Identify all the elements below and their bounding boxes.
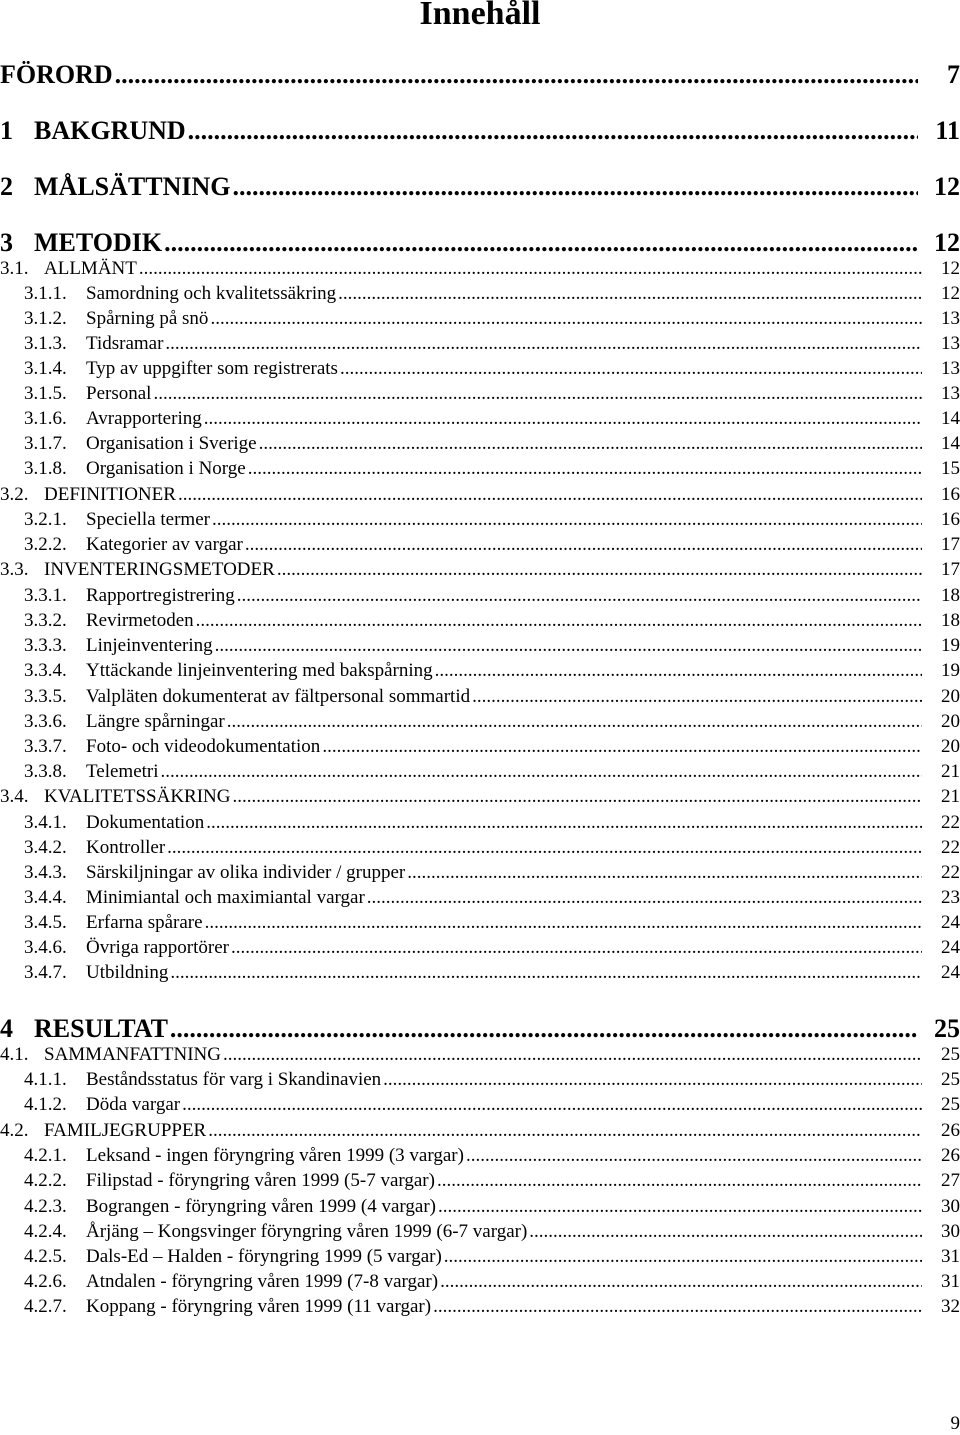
toc-entry[interactable] [0, 1246, 960, 1268]
toc-entry-label: Dals-Ed – Halden - föryngring 1999 (5 vargar) [86, 1246, 442, 1268]
page-title: Innehåll [0, 0, 960, 34]
toc-entry[interactable] [0, 408, 960, 430]
toc-entry-number: 4.2.2. [24, 1170, 86, 1192]
toc-entry-page: 7 [920, 60, 960, 90]
dot-leader [170, 1014, 918, 1044]
toc-entry-page: 23 [924, 887, 960, 909]
toc-entry-number: 3.3.8. [24, 761, 86, 783]
dot-leader [407, 862, 922, 884]
toc-entry-page: 25 [920, 1014, 960, 1044]
dot-leader [139, 258, 922, 280]
toc-entry[interactable] [0, 1196, 960, 1218]
toc-entry[interactable] [0, 228, 960, 258]
toc-entry-label: Organisation i Norge [86, 458, 246, 480]
toc-entry-label: Typ av uppgifter som registrerats [86, 358, 338, 380]
toc-entry[interactable] [0, 1145, 960, 1167]
dot-leader [340, 358, 922, 380]
toc-entry[interactable] [0, 116, 960, 146]
toc-entry[interactable] [0, 484, 960, 506]
dot-leader [204, 408, 922, 430]
toc-entry-number: 4.1.1. [24, 1069, 86, 1091]
toc-entry-number: 3.2. [0, 484, 44, 506]
dot-leader [529, 1221, 922, 1243]
dot-leader [338, 283, 922, 305]
toc-entry-number: 3.4.2. [24, 837, 86, 859]
toc-entry-number: 4.2.6. [24, 1271, 86, 1293]
toc-entry[interactable] [0, 887, 960, 909]
toc-entry-label: Telemetri [86, 761, 159, 783]
toc-entry[interactable] [0, 1170, 960, 1192]
toc-entry[interactable] [0, 635, 960, 657]
dot-leader [223, 1044, 922, 1066]
toc-entry-number: 3.4.4. [24, 887, 86, 909]
toc-entry-number: 1 [0, 116, 34, 146]
toc-entry[interactable] [0, 1296, 960, 1318]
toc-entry-page: 20 [924, 711, 960, 733]
toc-entry-label: METODIK [34, 228, 162, 258]
toc-entry-page: 27 [924, 1170, 960, 1192]
dot-leader [367, 887, 922, 909]
toc-entry[interactable] [0, 585, 960, 607]
toc-entry-page: 22 [924, 862, 960, 884]
toc-entry-label: FÖRORD [0, 60, 113, 90]
toc-entry-page: 11 [920, 116, 960, 146]
dot-leader [466, 1145, 922, 1167]
toc-entry-page: 13 [924, 383, 960, 405]
toc-entry-page: 13 [924, 333, 960, 355]
dot-leader [440, 1271, 922, 1293]
dot-leader [322, 736, 922, 758]
dot-leader [237, 585, 922, 607]
toc-entry-number: 3.2.1. [24, 509, 86, 531]
toc-entry-label: KVALITETSSÄKRING [44, 786, 230, 808]
toc-entry-number: 4.2. [0, 1120, 44, 1142]
dot-leader [208, 1120, 922, 1142]
toc-entry-label: BAKGRUND [34, 116, 186, 146]
dot-leader [178, 484, 922, 506]
dot-leader [277, 559, 922, 581]
toc-entry[interactable] [0, 383, 960, 405]
toc-entry-label: ALLMÄNT [44, 258, 137, 280]
toc-entry[interactable] [0, 358, 960, 380]
dot-leader [212, 509, 922, 531]
toc-entry-number: 3.1.4. [24, 358, 86, 380]
toc-entry-label: MÅLSÄTTNING [34, 172, 230, 202]
toc-entry[interactable] [0, 1014, 960, 1044]
toc-entry-label: Speciella termer [86, 509, 210, 531]
dot-leader [188, 116, 918, 146]
toc-entry-label: Koppang - föryngring våren 1999 (11 vargar) [86, 1296, 431, 1318]
dot-leader [115, 60, 918, 90]
toc-entry[interactable] [0, 937, 960, 959]
toc-entry-page: 17 [924, 534, 960, 556]
toc-entry[interactable] [0, 1120, 960, 1142]
toc-entry-page: 20 [924, 686, 960, 708]
dot-leader [245, 534, 922, 556]
toc-entry-label: Årjäng – Kongsvinger föryngring våren 1999 (6-7 vargar) [86, 1221, 527, 1243]
toc-entry[interactable] [0, 258, 960, 280]
toc-entry-label: FAMILJEGRUPPER [44, 1120, 206, 1142]
toc-entry-number: 3.1.1. [24, 283, 86, 305]
toc-entry[interactable] [0, 333, 960, 355]
toc-entry[interactable] [0, 1044, 960, 1066]
toc-entry-page: 14 [924, 433, 960, 455]
toc-entry[interactable] [0, 786, 960, 808]
toc-entry-number: 3.2.2. [24, 534, 86, 556]
toc-entry-page: 31 [924, 1246, 960, 1268]
toc-entry-page: 18 [924, 610, 960, 632]
dot-leader [210, 308, 922, 330]
toc-entry-label: Leksand - ingen föryngring våren 1999 (3 vargar) [86, 1145, 464, 1167]
dot-leader [165, 333, 922, 355]
toc-entry-page: 26 [924, 1145, 960, 1167]
toc-entry-number: 4.2.5. [24, 1246, 86, 1268]
toc-entry-label: Filipstad - föryngring våren 1999 (5-7 vargar) [86, 1170, 435, 1192]
toc-entry-page: 26 [924, 1120, 960, 1142]
toc-entry-label: Kontroller [86, 837, 165, 859]
dot-leader [472, 686, 922, 708]
toc-entry[interactable] [0, 962, 960, 984]
toc-entry-number: 4 [0, 1014, 34, 1044]
toc-entry-number: 3.4.7. [24, 962, 86, 984]
toc-entry-number: 3.4.6. [24, 937, 86, 959]
toc-entry-number: 3.1.8. [24, 458, 86, 480]
toc-entry-page: 24 [924, 962, 960, 984]
toc-entry-number: 3.4. [0, 786, 44, 808]
toc-entry-page: 13 [924, 358, 960, 380]
toc-entry-label: Särskiljningar av olika individer / grupper [86, 862, 405, 884]
toc-entry-page: 30 [924, 1221, 960, 1243]
dot-leader [444, 1246, 922, 1268]
toc-entry-page: 20 [924, 736, 960, 758]
dot-leader [232, 172, 918, 202]
toc-entry-page: 32 [924, 1296, 960, 1318]
dot-leader [206, 812, 922, 834]
toc-entry[interactable] [0, 1221, 960, 1243]
toc-entry-number: 3.1.6. [24, 408, 86, 430]
toc-entry-label: Atndalen - föryngring våren 1999 (7-8 vargar) [86, 1271, 438, 1293]
toc-entry-number: 3.4.3. [24, 862, 86, 884]
toc-entry-page: 12 [920, 228, 960, 258]
toc-entry-label: Foto- och videodokumentation [86, 736, 320, 758]
toc-entry-number: 3.1. [0, 258, 44, 280]
toc-entry[interactable] [0, 912, 960, 934]
toc-entry-label: Bograngen - föryngring våren 1999 (4 vargar) [86, 1196, 436, 1218]
toc-entry-label: Organisation i Sverige [86, 433, 257, 455]
toc-entry-number: 3.3.4. [24, 660, 86, 682]
toc-entry-page: 21 [924, 761, 960, 783]
toc-entry-number: 3 [0, 228, 34, 258]
toc-entry-page: 25 [924, 1094, 960, 1116]
toc-entry[interactable] [0, 172, 960, 202]
dot-leader [232, 786, 922, 808]
toc-entry[interactable] [0, 711, 960, 733]
toc-entry-label: Dokumentation [86, 812, 204, 834]
toc-entry-page: 12 [924, 283, 960, 305]
toc-entry-page: 31 [924, 1271, 960, 1293]
dot-leader [438, 1196, 922, 1218]
toc-entry[interactable] [0, 308, 960, 330]
toc-entry-label: Kategorier av vargar [86, 534, 243, 556]
toc-entry-page: 12 [924, 258, 960, 280]
dot-leader [259, 433, 922, 455]
toc-entry-number: 3.3.6. [24, 711, 86, 733]
toc-entry[interactable] [0, 761, 960, 783]
dot-leader [161, 761, 922, 783]
toc-entry-label: Tidsramar [86, 333, 163, 355]
toc-entry-label: INVENTERINGSMETODER [44, 559, 275, 581]
toc-entry[interactable] [0, 283, 960, 305]
dot-leader [227, 711, 922, 733]
toc-entry-label: Döda vargar [86, 1094, 180, 1116]
toc-entry[interactable] [0, 862, 960, 884]
toc-entry-number: 4.1. [0, 1044, 44, 1066]
dot-leader [433, 1296, 922, 1318]
toc-entry-page: 19 [924, 635, 960, 657]
toc-entry[interactable] [0, 509, 960, 531]
dot-leader [170, 962, 922, 984]
toc-entry-page: 16 [924, 484, 960, 506]
toc-entry[interactable] [0, 1069, 960, 1091]
toc-entry-number: 4.2.7. [24, 1296, 86, 1318]
toc-entry-page: 15 [924, 458, 960, 480]
toc-entry-label: Minimiantal och maximiantal vargar [86, 887, 365, 909]
toc-entry[interactable] [0, 60, 960, 90]
toc-entry[interactable] [0, 660, 960, 682]
toc-entry[interactable] [0, 610, 960, 632]
dot-leader [205, 912, 922, 934]
toc-entry[interactable] [0, 1271, 960, 1293]
toc-entry-number: 4.1.2. [24, 1094, 86, 1116]
dot-leader [167, 837, 922, 859]
dot-leader [153, 383, 922, 405]
toc-entry[interactable] [0, 534, 960, 556]
toc-entry-number: 4.2.4. [24, 1221, 86, 1243]
toc-entry-label: SAMMANFATTNING [44, 1044, 221, 1066]
dot-leader [383, 1069, 922, 1091]
toc-entry-label: Yttäckande linjeinventering med bakspårning [86, 660, 433, 682]
toc-entry-number: 3.3.7. [24, 736, 86, 758]
toc-entry-label: DEFINITIONER [44, 484, 176, 506]
toc-entry-label: Valpläten dokumenterat av fältpersonal sommartid [86, 686, 470, 708]
toc-entry[interactable] [0, 736, 960, 758]
toc-entry-number: 4.2.1. [24, 1145, 86, 1167]
toc-entry-page: 19 [924, 660, 960, 682]
toc-entry-number: 3.1.7. [24, 433, 86, 455]
toc-entry-page: 12 [920, 172, 960, 202]
toc-entry-page: 18 [924, 585, 960, 607]
toc-entry[interactable] [0, 812, 960, 834]
toc-entry-label: Erfarna spårare [86, 912, 203, 934]
toc-entry-label: Övriga rapportörer [86, 937, 229, 959]
toc-entry-number: 3.3.2. [24, 610, 86, 632]
toc-entry[interactable] [0, 458, 960, 480]
page-number: 9 [951, 1413, 960, 1435]
toc-entry-page: 13 [924, 308, 960, 330]
toc-entry-number: 3.3.3. [24, 635, 86, 657]
dot-leader [437, 1170, 922, 1192]
toc-entry-number: 3.1.5. [24, 383, 86, 405]
toc-entry-label: Längre spårningar [86, 711, 225, 733]
toc-entry-label: Rapportregistrering [86, 585, 235, 607]
toc-entry-label: Spårning på snö [86, 308, 208, 330]
toc-entry-label: Utbildning [86, 962, 168, 984]
toc-entry-label: RESULTAT [34, 1014, 168, 1044]
dot-leader [164, 228, 918, 258]
toc-entry-number: 3.4.5. [24, 912, 86, 934]
toc-entry-page: 30 [924, 1196, 960, 1218]
toc-entry[interactable] [0, 837, 960, 859]
toc-entry-page: 25 [924, 1044, 960, 1066]
toc-entry-page: 24 [924, 912, 960, 934]
toc-entry-number: 2 [0, 172, 34, 202]
dot-leader [196, 610, 922, 632]
toc-entry[interactable] [0, 1094, 960, 1116]
toc-entry-number: 3.3.1. [24, 585, 86, 607]
toc-entry-page: 16 [924, 509, 960, 531]
toc-entry-page: 22 [924, 837, 960, 859]
toc-entry-label: Revirmetoden [86, 610, 194, 632]
toc-entry-label: Personal [86, 383, 151, 405]
toc-entry-page: 24 [924, 937, 960, 959]
toc-entry[interactable] [0, 433, 960, 455]
toc-entry-number: 3.1.2. [24, 308, 86, 330]
toc-entry-label: Beståndsstatus för varg i Skandinavien [86, 1069, 381, 1091]
toc-entry-page: 14 [924, 408, 960, 430]
toc-entry-number: 3.3. [0, 559, 44, 581]
toc-entry-page: 25 [924, 1069, 960, 1091]
dot-leader [248, 458, 922, 480]
toc-entry-number: 3.3.5. [24, 686, 86, 708]
toc-entry-number: 3.4.1. [24, 812, 86, 834]
toc-entry[interactable] [0, 559, 960, 581]
dot-leader [215, 635, 922, 657]
toc-entry-label: Avrapportering [86, 408, 202, 430]
toc-entry[interactable] [0, 686, 960, 708]
toc-entry-page: 17 [924, 559, 960, 581]
toc-entry-number: 3.1.3. [24, 333, 86, 355]
toc-entry-label: Samordning och kvalitetssäkring [86, 283, 336, 305]
toc-entry-label: Linjeinventering [86, 635, 213, 657]
dot-leader [435, 660, 922, 682]
toc-entry-page: 22 [924, 812, 960, 834]
toc-entry-number: 4.2.3. [24, 1196, 86, 1218]
dot-leader [182, 1094, 922, 1116]
dot-leader [231, 937, 922, 959]
toc-entry-page: 21 [924, 786, 960, 808]
